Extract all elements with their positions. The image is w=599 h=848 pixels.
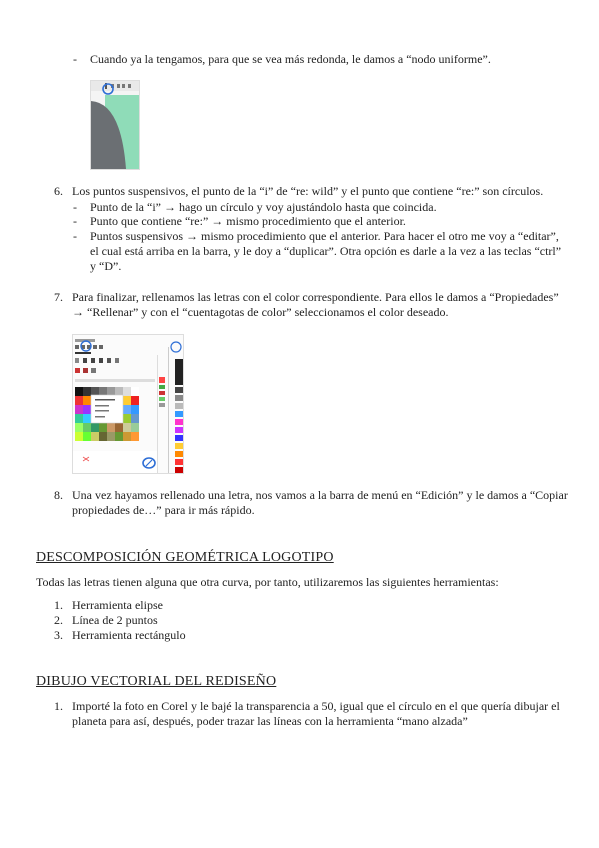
uniform-node-illustration [91,81,139,169]
section-heading: DESCOMPOSICIÓN GEOMÉTRICA LOGOTIPO [36,550,334,565]
step-number: 6. [54,184,63,198]
list-number: 1. [54,598,63,612]
step-text: Una vez hayamos rellenado una letra, nos vamos a la barra de menú en “Edición” y le damos a “Copiar [72,488,568,502]
bullet-marker: - [73,229,77,243]
bullet-text: Punto que contiene “re:” → mismo procedimiento que el anterior. [90,214,406,228]
section-intro: Todas las letras tienen alguna que otra curva, por tanto, utilizaremos las siguientes herramientas: [36,575,499,589]
step-text: Para finalizar, rellenamos las letras con el color correspondiente. Para ellos le damos a “Propiedades” [72,290,559,304]
list-item: Importé la foto en Corel y le bajé la transparencia a 50, igual que el círculo en el que quería dibujar el [72,699,560,713]
step-text: propiedades de…” para ir más rápido. [72,503,255,517]
list-item: Línea de 2 puntos [72,613,158,627]
bullet-text: y “D”. [90,259,122,273]
bullet-text: el cual está arriba en la barra, y le doy a “duplicar”. Otra opción es darle a la vez a las teclas “ctrl” [90,244,562,258]
list-item: Herramienta rectángulo [72,628,186,642]
screenshot-properties-fill [72,334,184,474]
bullet-text: Punto de la “i” → hago un círculo y voy ajustándolo hasta que coincida. [90,200,437,214]
step-number: 8. [54,488,63,502]
properties-panel-illustration [73,335,183,473]
bullet-text: Puntos suspensivos → mismo procedimiento que el anterior. Para hacer el otro me voy a “editar”, [90,229,559,243]
step-text: → “Rellenar” y con el “cuentagotas de color” seleccionamos el color deseado. [72,305,449,319]
list-item: Herramienta elipse [72,598,163,612]
bullet-marker: - [73,214,77,228]
section-heading: DIBUJO VECTORIAL DEL REDISEÑO [36,674,277,689]
list-number: 3. [54,628,63,642]
step-number: 7. [54,290,63,304]
bullet-marker: - [73,200,77,214]
list-number: 1. [54,699,63,713]
bullet-text: Cuando ya la tengamos, para que se vea más redonda, le damos a “nodo uniforme”. [90,52,491,66]
list-number: 2. [54,613,63,627]
bullet-marker: - [73,52,77,66]
screenshot-uniform-node [90,80,140,170]
step-text: Los puntos suspensivos, el punto de la “i” de “re: wild” y el punto que contiene “re:” son círculos. [72,184,544,198]
list-item: planeta para así, después, poder trazar las líneas con la herramienta “mano alzada” [72,714,468,728]
